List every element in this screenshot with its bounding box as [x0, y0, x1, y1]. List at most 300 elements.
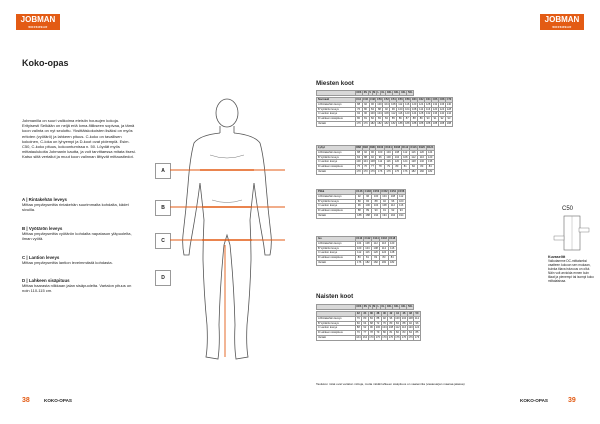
table-cell: 88 — [355, 102, 362, 107]
womens-letter-table — [316, 304, 414, 310]
table-cell: 76 — [356, 331, 360, 335]
table-cell: 182 — [381, 261, 387, 265]
table-cell: 188 — [425, 122, 431, 126]
table-cell: 92 — [362, 102, 369, 107]
size-code: 44 — [396, 312, 399, 316]
table-cell: 112 — [395, 326, 400, 330]
mens-short-size-table — [316, 145, 435, 175]
table-cell: 77 — [363, 331, 367, 335]
table-cell: 176 — [401, 336, 407, 340]
measurement-label: Vartalo — [317, 169, 356, 174]
table-cell: 112 — [419, 107, 424, 111]
table-cell: 96 — [355, 204, 363, 209]
table-cell: 78 — [376, 165, 384, 170]
size-code: 48 — [409, 312, 412, 316]
table-cell: 108 — [388, 326, 394, 330]
size-code: C148 — [364, 190, 371, 194]
table-row — [317, 335, 421, 340]
measurement-label: D Lahkeen sisäpituus — [317, 331, 356, 336]
footer-label-left: KOKO-OPAS — [44, 398, 72, 403]
table-cell: 188 — [398, 122, 403, 126]
measurement-label: A Rintakehän leveys — [317, 316, 356, 321]
measurement-label: Vartalo — [317, 335, 356, 340]
table-cell: 104 — [405, 107, 410, 111]
table-cell: 84 — [388, 256, 396, 261]
size-code: C116 — [380, 237, 387, 241]
table-cell: 188 — [355, 213, 363, 218]
table-note: Taulukon mitat ovat vartalon mittoja, mutta mikäli lahkeen sisäpituus on vaatemitta (vaatesarjan maaraa jalassa) — [316, 382, 465, 386]
marker-b: B — [155, 200, 171, 216]
table-cell: 144 — [446, 112, 452, 116]
table-cell: 112 — [398, 102, 403, 106]
marker-c: C — [155, 233, 171, 249]
measurement-c: C | Lantion leveys Mittaa ympärysmitta lantion leveimmästä kohdasta. — [22, 255, 113, 265]
table-cell: 188 — [439, 122, 445, 126]
table-cell: 116 — [388, 246, 396, 251]
table-cell: 90 — [372, 209, 380, 214]
table-cell: 112 — [389, 204, 397, 209]
table-cell: 116 — [384, 160, 392, 165]
table-cell: 76 — [355, 107, 362, 112]
size-code: C52 — [384, 98, 389, 102]
table-cell: 79 — [384, 165, 392, 170]
table-cell: 60 — [356, 321, 360, 325]
table-cell: 176 — [414, 336, 420, 340]
table-cell: 80 — [355, 117, 362, 122]
measurement-label: A Rintakehän leveys — [317, 102, 356, 107]
table-cell: 88 — [355, 209, 363, 214]
fit-label: Pitkä — [317, 190, 356, 195]
size-code: D92 — [363, 146, 368, 150]
table-cell: 84 — [363, 199, 371, 204]
table-cell: 128 — [425, 102, 431, 106]
measurement-label: Vartalo — [317, 121, 356, 126]
table-cell: 136 — [426, 160, 434, 165]
table-cell: 81 — [363, 256, 371, 261]
size-code: C114 — [372, 237, 379, 241]
fit-label: Iso — [317, 237, 356, 242]
table-cell: 170 — [388, 336, 394, 340]
table-cell: 80 — [389, 321, 393, 325]
table-cell: 124 — [426, 150, 434, 155]
table-cell: 108 — [391, 102, 396, 106]
table-cell: 104 — [401, 316, 407, 320]
table-cell: 100 — [397, 199, 405, 204]
table-cell: 128 — [411, 160, 416, 164]
table-cell: 136 — [432, 112, 438, 116]
table-cell: 92 — [362, 150, 369, 155]
womens-size-table — [316, 311, 421, 341]
measurement-label: B Vyötärön leveys — [317, 107, 356, 112]
table-cell: 112 — [372, 241, 380, 246]
size-code: D88 — [356, 146, 361, 150]
table-cell: 194 — [372, 213, 380, 218]
size-code: C66 — [432, 98, 438, 102]
table-cell: 112 — [355, 251, 363, 256]
table-cell: 164 — [362, 336, 368, 340]
table-cell: 84 — [383, 117, 390, 122]
table-cell: 176 — [384, 169, 392, 174]
table-cell: 76 — [382, 321, 386, 325]
table-cell: 176 — [403, 170, 408, 174]
table-cell: 188 — [446, 122, 452, 126]
table-cell: 116 — [397, 204, 405, 209]
table-cell: 81 — [389, 331, 393, 335]
table-cell: 128 — [446, 107, 452, 111]
table-cell: 104 — [384, 150, 392, 155]
table-cell: 79 — [376, 331, 380, 335]
table-cell: 92 — [383, 107, 390, 112]
table-cell: 176 — [356, 122, 361, 126]
table-cell: 188 — [405, 122, 410, 126]
table-cell: 76 — [356, 316, 360, 320]
table-cell: 188 — [412, 122, 417, 126]
brand-logo: JOBMAN WORKWEAR — [16, 14, 60, 30]
table-row — [317, 102, 453, 107]
size-code: C56 — [397, 98, 403, 102]
table-cell: 81 — [401, 165, 409, 170]
mens-letter-table — [316, 90, 414, 96]
measurement-b: B | Vyötärön leveys Mittaa ympärysmitta vyötärön kohdalta napatason yläpuolelta, ilman vyötä. — [22, 226, 132, 241]
size-code: D108 — [393, 146, 401, 150]
measurement-label: B Vyötärön leveys — [317, 155, 356, 160]
table-cell: 80 — [393, 165, 401, 170]
table-cell: 120 — [408, 326, 413, 330]
table-cell: 82 — [396, 331, 399, 335]
table-cell: 132 — [418, 160, 426, 165]
table-cell: 83 — [376, 117, 383, 122]
measurement-label: C Lantion leveys — [317, 204, 356, 209]
table-cell: 116 — [380, 241, 388, 246]
table-cell: 182 — [365, 261, 370, 265]
table-cell: 104 — [377, 112, 382, 116]
measurement-label: A Rintakehän leveys — [317, 194, 356, 199]
table-row — [317, 213, 406, 218]
table-cell: 84 — [369, 316, 373, 320]
table-cell: 188 — [432, 122, 438, 126]
size-code: D112 — [402, 146, 409, 150]
size-code: C46 — [363, 98, 368, 102]
table-row — [317, 112, 453, 117]
measurement-label: B Vyötärön leveys — [317, 246, 356, 251]
table-cell: 124 — [439, 107, 445, 111]
table-cell: 90 — [425, 117, 432, 122]
table-cell: 116 — [398, 112, 403, 116]
measurement-label: B Vyötärön leveys — [317, 199, 356, 204]
mens-normal-size-table — [316, 97, 453, 127]
letter-size-row: XXS XS S M L XL XXL 3XL 4XL 5XL — [317, 91, 414, 96]
table-cell: 92 — [389, 209, 397, 214]
table-cell: 108 — [373, 246, 378, 250]
size-code: C150 — [372, 190, 380, 194]
table-cell: 100 — [384, 155, 392, 160]
page-number-right: 39 — [568, 397, 576, 404]
table-cell: 91 — [432, 117, 439, 122]
table-cell: 100 — [395, 316, 400, 320]
table-cell: 92 — [369, 155, 376, 160]
table-cell: 100 — [375, 326, 381, 330]
table-cell: 112 — [409, 155, 417, 160]
table-cell: 100 — [357, 246, 362, 250]
table-cell: 164 — [356, 336, 361, 340]
table-cell: 108 — [408, 316, 413, 320]
size-code: C118 — [389, 237, 396, 241]
table-cell: 120 — [393, 160, 401, 165]
table-cell: 72 — [376, 321, 380, 325]
size-code: C146 — [356, 190, 363, 194]
table-cell: 108 — [403, 155, 408, 159]
table-cell: 182 — [390, 261, 395, 265]
table-cell: 182 — [411, 170, 416, 174]
table-cell: 104 — [372, 204, 380, 209]
table-cell: 68 — [369, 321, 373, 325]
table-cell: 88 — [362, 155, 369, 160]
size-code: C112 — [364, 237, 371, 241]
table-cell: 108 — [384, 112, 389, 116]
table-cell: 116 — [363, 251, 371, 256]
table-row — [317, 251, 397, 256]
table-cell: 83 — [402, 331, 406, 335]
table-cell: 182 — [373, 261, 378, 265]
table-cell: 124 — [414, 326, 420, 330]
table-cell: 136 — [439, 102, 445, 106]
size-code: C44 — [356, 98, 361, 102]
table-cell: 92 — [363, 326, 367, 330]
table-cell: 116 — [409, 150, 417, 155]
table-cell: 116 — [426, 107, 431, 111]
size-code: C68 — [439, 98, 445, 102]
size-code: D104 — [385, 146, 392, 150]
measurement-label: D Lahkeen sisäpituus — [317, 256, 356, 261]
measurement-a: A | Rintakehän leveys Mittaa ympärysmitta rintakehän suurimmalta kohdalta, kädet sivuilla. — [22, 197, 129, 212]
table-cell: 92 — [355, 112, 362, 117]
size-code: 50 — [415, 312, 419, 316]
table-cell: 140 — [439, 112, 445, 116]
table-cell: 92 — [409, 321, 412, 325]
table-cell: 124 — [412, 112, 417, 116]
table-cell: 100 — [372, 194, 380, 199]
table-cell: 84 — [369, 107, 376, 112]
table-cell: 92 — [382, 316, 386, 320]
table-cell: 188 — [363, 213, 371, 218]
table-cell: 80 — [382, 331, 386, 335]
table-cell: 194 — [397, 213, 405, 218]
table-cell: 170 — [363, 170, 368, 174]
page-title: Koko-opas — [22, 58, 69, 68]
table-cell: 108 — [393, 150, 401, 155]
table-cell: 84 — [409, 331, 412, 335]
size-code: C156 — [398, 190, 405, 194]
table-cell: 88 — [411, 117, 418, 122]
table-cell: 89 — [418, 117, 425, 122]
table-cell: 83 — [418, 165, 426, 170]
table-cell: 104 — [382, 326, 387, 330]
size-code: C50 — [377, 98, 382, 102]
table-cell: 104 — [363, 160, 368, 164]
table-cell: 96 — [363, 194, 371, 199]
table-cell: 124 — [403, 160, 408, 164]
footer-label-right: KOKO-OPAS — [520, 398, 548, 403]
table-cell: 104 — [384, 102, 389, 106]
table-cell: 128 — [390, 251, 395, 255]
table-cell: 176 — [376, 169, 384, 174]
table-cell: 170 — [375, 336, 381, 340]
table-cell: 194 — [380, 213, 388, 218]
size-code: 36 — [369, 312, 373, 316]
table-cell: 88 — [355, 150, 362, 155]
table-cell: 92 — [439, 117, 446, 122]
table-cell: 80 — [363, 316, 367, 320]
page-number-left: 38 — [22, 397, 30, 404]
table-cell: 93 — [397, 209, 405, 214]
table-row — [317, 241, 397, 246]
measurement-label: A Rintakehän leveys — [317, 150, 356, 155]
table-cell: 96 — [369, 150, 376, 155]
mens-sizes-title: Miesten koot — [316, 80, 354, 87]
measurement-label: D Lahkeen sisäpituus — [317, 209, 356, 214]
size-code: 46 — [402, 312, 406, 316]
size-code: 40 — [382, 312, 386, 316]
table-cell: 93 — [445, 117, 452, 122]
size-code: 38 — [376, 312, 380, 316]
table-cell: 112 — [414, 316, 420, 320]
table-cell: 86 — [397, 117, 404, 122]
fit-label: Normaali — [317, 98, 356, 103]
table-cell: 96 — [376, 155, 384, 160]
table-cell: 170 — [356, 170, 361, 174]
table-row — [317, 169, 435, 174]
table-cell: 176 — [395, 336, 400, 340]
measurement-label: D Lahkeen sisäpituus — [317, 117, 356, 122]
table-cell: 100 — [376, 150, 384, 155]
table-cell: 108 — [380, 204, 388, 209]
size-code: D100 — [377, 146, 384, 150]
table-row — [317, 260, 397, 265]
table-cell: 83 — [380, 256, 388, 261]
table-cell: 96 — [390, 107, 397, 112]
table-cell: 120 — [373, 251, 378, 255]
table-cell: 182 — [418, 169, 426, 174]
table-cell: 112 — [376, 160, 384, 165]
table-cell: 194 — [389, 213, 397, 218]
measurement-label: C Lantion leveys — [317, 160, 356, 165]
table-cell: 116 — [405, 102, 410, 106]
table-cell: 84 — [396, 321, 399, 325]
table-cell: 176 — [393, 169, 401, 174]
table-cell: 100 — [398, 107, 403, 111]
table-cell: 78 — [369, 331, 373, 335]
table-cell: 176 — [408, 336, 413, 340]
table-cell: 96 — [369, 102, 376, 107]
table-cell: 77 — [369, 165, 376, 170]
size-code: C152 — [381, 190, 388, 194]
size-code: D124 — [427, 146, 434, 150]
table-cell: 88 — [402, 321, 406, 325]
table-cell: 76 — [362, 165, 369, 170]
size-code: C60 — [411, 98, 417, 102]
table-cell: 120 — [418, 150, 426, 155]
table-cell: 89 — [363, 209, 371, 214]
table-row — [317, 121, 453, 126]
size-code: C110 — [356, 237, 363, 241]
table-cell: 108 — [389, 194, 397, 199]
table-cell: 104 — [365, 246, 370, 250]
table-cell: 84 — [426, 165, 434, 170]
table-cell: 112 — [397, 194, 405, 199]
marker-d: D — [155, 270, 171, 286]
size-code: 32 — [356, 312, 360, 316]
measurement-label: B Vyötärön leveys — [317, 321, 356, 326]
table-cell: 75 — [355, 165, 362, 170]
table-cell: 108 — [412, 107, 417, 111]
size-code: 42 — [389, 312, 393, 316]
table-cell: 82 — [409, 165, 417, 170]
right-page — [300, 0, 600, 424]
table-cell: 88 — [376, 316, 380, 320]
table-cell: 120 — [412, 102, 417, 106]
size-label-illustration — [552, 214, 592, 254]
table-cell: 96 — [389, 316, 393, 320]
mens-long-size-table — [316, 189, 406, 219]
measurement-label: C Lantion leveys — [317, 326, 356, 331]
table-cell: 87 — [404, 117, 411, 122]
table-cell: 104 — [380, 194, 388, 199]
table-cell: 88 — [372, 199, 380, 204]
table-cell: 92 — [380, 199, 388, 204]
table-cell: 112 — [401, 150, 409, 155]
table-cell: 96 — [362, 112, 369, 117]
table-cell: 176 — [363, 122, 368, 126]
table-cell: 92 — [355, 194, 363, 199]
table-cell: 108 — [370, 160, 375, 164]
table-cell: 188 — [418, 122, 424, 126]
measurement-label: A Rintakehän leveys — [317, 241, 356, 246]
table-cell: 104 — [357, 241, 362, 245]
fit-label: Lyhyt — [317, 146, 356, 151]
brand-logo: JOBMAN WORKWEAR — [540, 14, 584, 30]
table-cell: 120 — [390, 241, 395, 245]
insole-size-label: C50 — [562, 206, 574, 212]
mens-tall-size-table — [316, 236, 397, 266]
size-label-info: Kuvaselitt Vaikutamme DC-mittaiseksi vaatteen kokoon sen mukaan, kuinka tilava istuvuus on ollut. Näin voit arvioida ennen kuin tilaat ja pienempi tai isompi koko miltalaisissa. — [548, 255, 594, 283]
table-cell: 176 — [357, 261, 362, 265]
table-cell: 91 — [380, 209, 388, 214]
measurement-label: C Lantion leveys — [317, 112, 356, 117]
size-code: C64 — [425, 98, 431, 102]
table-cell: 182 — [384, 122, 389, 126]
table-cell: 96 — [369, 326, 373, 330]
measurement-d: D | Lahkeen sisäpituus Mittaa haarasta nilkkaan jalan sisäpuolelta. Vartalon pituus on noin 110-115 cm. — [22, 278, 132, 293]
table-cell: 124 — [381, 251, 387, 255]
intro-text: Jobmanilla on suuri valikoima eteisiin housujen kokoja. Erityisesti Selkään on neljä eriä loma-fiilikseen sopivaa, ja tämä koon valinta on nyt seulottu. Yksittäiskokoisten lisäksi on myös eritoten (vyötärö) ja lahkeen pituus. C-koko on tavallisen kokoinen, C-loka on lyhyempi ja D-koot ovat pidempiä. Esim. C50, C-koko pituus, kokoontumissa n. 50. Löydät myös mittataulukoita Jobmanin kautta, ja voit tarvittaessa mitata itsesi. Katso siitä vertailut ja muut koon valinnan liittyvät mittaustiedot. — [22, 118, 136, 160]
size-code: 34 — [363, 312, 367, 316]
marker-a: A — [155, 163, 171, 179]
table-cell: 100 — [370, 112, 375, 116]
table-cell: 120 — [405, 112, 410, 116]
table-cell: 82 — [372, 256, 380, 261]
table-cell: 84 — [355, 155, 362, 160]
table-cell: 100 — [356, 160, 361, 164]
table-cell: 80 — [355, 199, 363, 204]
table-cell: 88 — [376, 107, 383, 112]
table-cell: 182 — [377, 122, 382, 126]
table-cell: 170 — [369, 336, 374, 340]
table-cell: 116 — [418, 155, 426, 160]
table-cell: 120 — [426, 155, 434, 160]
table-cell: 140 — [446, 102, 452, 106]
womens-sizes-title: Naisten koot — [316, 293, 354, 300]
table-cell: 112 — [380, 246, 388, 251]
